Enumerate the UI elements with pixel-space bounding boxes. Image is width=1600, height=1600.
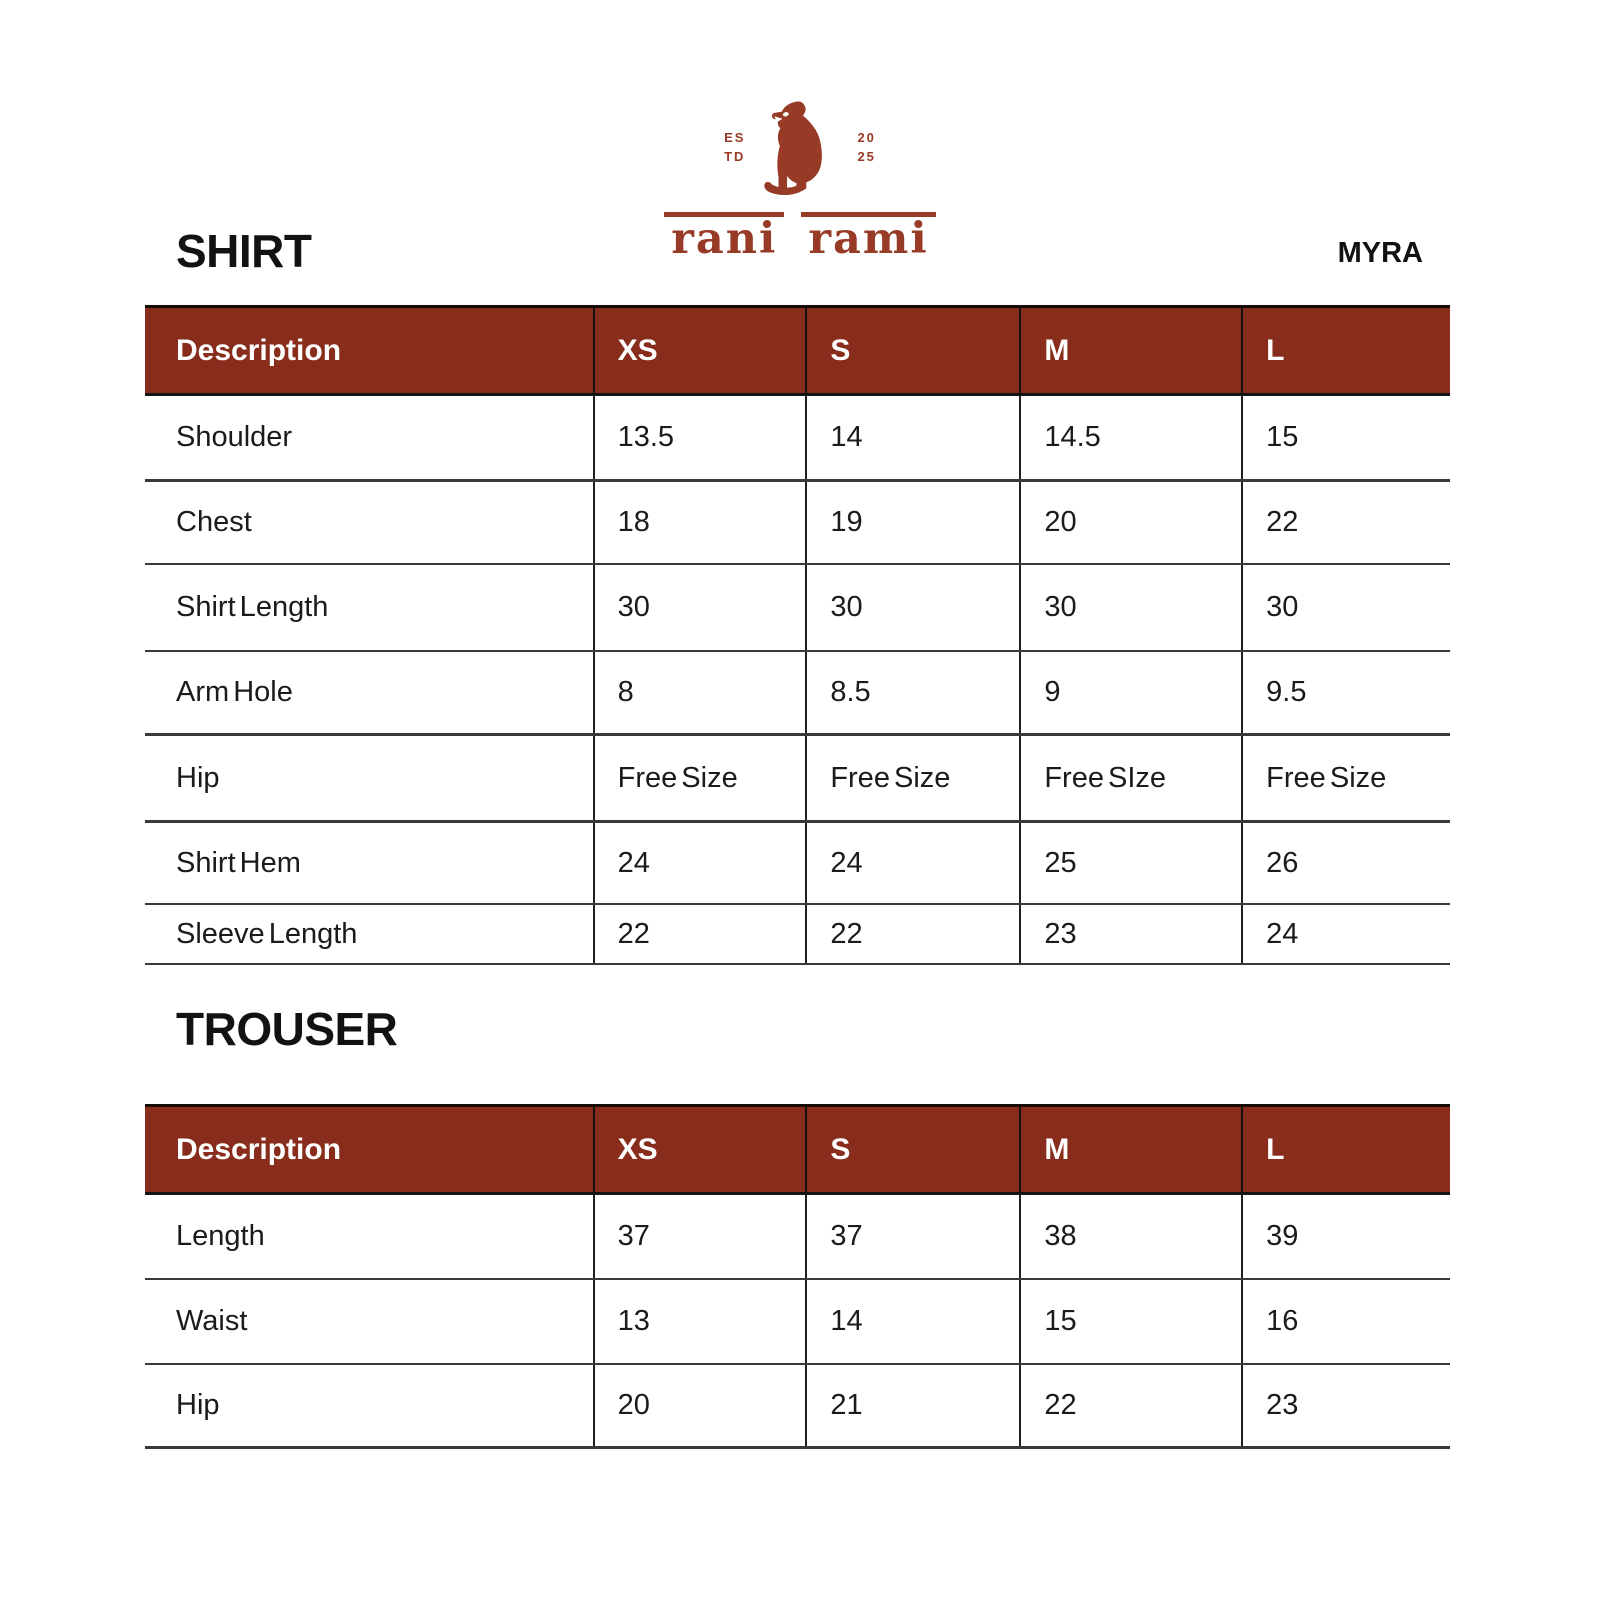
column-header-description: Description [176,1132,342,1166]
cell-value: 13 [593,1280,806,1363]
cell-value: 22 [1241,482,1450,563]
brand-wordmark [664,212,935,262]
column-header-description: Description [176,333,342,367]
cell-value: 9 [1019,652,1241,733]
cell-value: 21 [805,1365,1019,1446]
row-label: Hip [176,1389,220,1421]
estd-right-text [857,129,875,167]
cell-value: 8 [593,652,806,733]
cell-value: Free Size [593,736,806,820]
cell-value: 14 [805,1280,1019,1363]
cell-value: 24 [805,823,1019,903]
column-header-size: XS [593,1107,806,1192]
cell-value: 23 [1241,1365,1450,1446]
row-label: Shirt Length [176,591,329,623]
cell-value: 15 [1241,396,1450,479]
table-row [145,396,1450,482]
trouser-size-table [145,1104,1450,1449]
cell-value: 37 [805,1195,1019,1278]
wordmark-word-rami: rami [801,212,935,262]
table-row [145,823,1450,905]
product-name: MYRA [1337,237,1423,269]
cell-value: 19 [805,482,1019,563]
wordmark-word-rani: rani [664,212,784,262]
column-header-size: S [805,1107,1019,1192]
column-header-size: M [1019,308,1241,393]
row-label: Length [176,1220,265,1252]
column-header-size: L [1241,1107,1450,1192]
table-row [145,1195,1450,1280]
table-row [145,736,1450,823]
cell-value: Free Size [805,736,1019,820]
row-label: Sleeve Length [176,917,358,950]
cell-value: 24 [1241,905,1450,963]
cell-value: 37 [593,1195,806,1278]
row-label: Chest [176,506,252,538]
logo-row [724,96,876,200]
cell-value: 13.5 [593,396,806,479]
cell-value: 18 [593,482,806,563]
row-label: Waist [176,1305,248,1337]
cell-value: 25 [1019,823,1241,903]
table-row [145,652,1450,736]
estd-line-es: ES [724,130,746,146]
column-header-size: S [805,308,1019,393]
cell-value: 22 [805,905,1019,963]
row-label: Shirt Hem [176,846,301,879]
estd-left-text [724,129,745,167]
cell-value: 14.5 [1019,396,1241,479]
cell-value: 15 [1019,1280,1241,1363]
cell-value: 38 [1019,1195,1241,1278]
cell-value: 8.5 [805,652,1019,733]
cell-value: 16 [1241,1280,1450,1363]
cell-value: 26 [1241,823,1450,903]
cell-value: 23 [1019,905,1241,963]
cell-value: 9.5 [1241,652,1450,733]
cell-value: 30 [805,565,1019,650]
shirt-section-title: SHIRT [176,225,312,277]
cell-value: 30 [1241,565,1450,650]
table-header-row [145,305,1450,396]
column-header-size: L [1241,308,1450,393]
row-label: Arm Hole [176,676,293,708]
cell-value: 20 [1019,482,1241,563]
column-header-size: M [1019,1107,1241,1192]
cell-value: 22 [1019,1365,1241,1446]
cell-value: 14 [805,396,1019,479]
cell-value: Free SIze [1019,736,1241,820]
estd-line-25: 25 [857,149,876,164]
row-label: Hip [176,761,220,794]
table-row [145,482,1450,565]
cell-value: 39 [1241,1195,1450,1278]
cell-value: 24 [593,823,806,903]
table-header-row [145,1104,1450,1195]
estd-line-td: TD [724,149,746,164]
table-row [145,905,1450,965]
table-row [145,565,1450,652]
column-header-size: XS [593,308,806,393]
table-row [145,1280,1450,1365]
cell-value: Free Size [1241,736,1450,820]
table-row [145,1365,1450,1449]
cell-value: 20 [593,1365,806,1446]
cell-value: 22 [593,905,806,963]
shirt-size-table [145,305,1450,965]
trouser-section-title: TROUSER [176,1003,398,1055]
cell-value: 30 [1019,565,1241,650]
estd-line-20: 20 [857,130,876,146]
cell-value: 30 [593,565,806,650]
tiger-silhouette-icon [758,96,844,200]
row-label: Shoulder [176,421,293,453]
